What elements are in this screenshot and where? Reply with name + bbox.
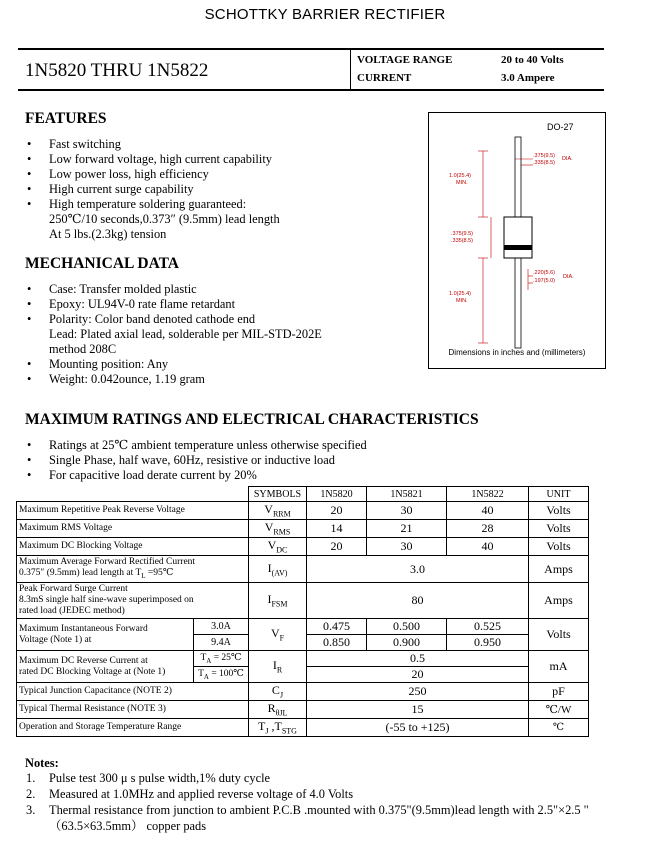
spec-voltage-label: VOLTAGE RANGE xyxy=(357,54,453,66)
mechanical-item: • Epoxy: UL94V-0 rate flame retardant xyxy=(25,297,415,312)
note-item: 3. Thermal resistance from junction to ambient P.C.B .mounted with 0.375"(9.5mm)lead length with 2.5"×2.5 " xyxy=(26,803,589,817)
feature-item: • High temperature soldering guaranteed: xyxy=(25,197,415,212)
value-cell: 0.475 xyxy=(307,619,367,635)
unit-cell: Amps xyxy=(529,556,589,583)
value-cell: 20 xyxy=(307,502,367,520)
value-cell: 0.900 xyxy=(367,635,447,651)
condition-cell: 3.0A xyxy=(194,619,249,635)
symbol-cell: $I_{FSM}$ xyxy=(249,583,307,619)
spec-current-label: CURRENT xyxy=(357,72,412,84)
value-cell: 14 xyxy=(307,520,367,538)
mechanical-heading: MECHANICAL DATA xyxy=(25,255,180,272)
value-cell: 3.0 xyxy=(307,556,529,583)
value-cell: 0.525 xyxy=(447,619,529,635)
features-list xyxy=(25,137,415,242)
unit-cell: mA xyxy=(529,651,589,683)
value-cell: 0.950 xyxy=(447,635,529,651)
table-row xyxy=(17,701,589,719)
feature-item: • Fast switching xyxy=(25,137,415,152)
mechanical-item-continued: method 208C xyxy=(49,342,117,356)
unit-cell: Volts xyxy=(529,502,589,520)
value-cell: 0.500 xyxy=(367,619,447,635)
lead-dia-dimension-max: .375(9.5) xyxy=(533,153,556,159)
table-row xyxy=(17,683,589,701)
param-label: Maximum Repetitive Peak Reverse Voltage xyxy=(17,502,249,520)
table-header-row xyxy=(17,487,589,502)
param-label: Maximum DC Blocking Voltage xyxy=(17,538,249,556)
unit-cell: Volts xyxy=(529,619,589,651)
feature-item: • Low forward voltage, high current capability xyxy=(25,152,415,167)
value-cell: 20 xyxy=(307,667,529,683)
param-label: Operation and Storage Temperature Range xyxy=(17,719,249,737)
symbol-cell: $V_{RMS}$ xyxy=(249,520,307,538)
body-dia-dimension-max: .220(5.6) xyxy=(533,270,556,276)
unit-cell: ℃/W xyxy=(529,701,589,719)
table-row xyxy=(17,719,589,737)
notes-title: Notes: xyxy=(25,756,59,770)
table-row xyxy=(17,583,589,619)
mechanical-item: • Case: Transfer molded plastic xyxy=(25,282,415,297)
value-cell: 0.850 xyxy=(307,635,367,651)
page-title: SCHOTTKY BARRIER RECTIFIER xyxy=(204,6,446,23)
unit-cell: Volts xyxy=(529,520,589,538)
value-cell: 250 xyxy=(307,683,529,701)
value-cell: 30 xyxy=(367,538,447,556)
part-number-title: 1N5820 THRU 1N5822 xyxy=(25,60,209,81)
spec-current-value: 3.0 Ampere xyxy=(501,72,555,84)
ratings-condition-item: • For capacitive load derate current by 20% xyxy=(25,468,585,483)
symbol-cell: $C_J$ xyxy=(249,683,307,701)
param-label: Maximum RMS Voltage xyxy=(17,520,249,538)
note-item: 1. Pulse test 300 μ s pulse width,1% duty cycle xyxy=(26,771,271,785)
header-rule-bottom xyxy=(18,89,604,91)
param-label: Typical Thermal Resistance (NOTE 3) xyxy=(17,701,249,719)
top-lead-length-min: MIN. xyxy=(456,180,468,186)
lead-dia-dimension-min: .335(8.5) xyxy=(533,160,556,166)
features-heading: FEATURES xyxy=(25,110,107,127)
value-cell: 21 xyxy=(367,520,447,538)
value-cell: 30 xyxy=(367,502,447,520)
unit-cell: pF xyxy=(529,683,589,701)
feature-item: • High current surge capability xyxy=(25,182,415,197)
symbol-cell: $V_{DC}$ xyxy=(249,538,307,556)
note-item: 2. Measured at 1.0MHz and applied reverse voltage of 4.0 Volts xyxy=(26,787,354,801)
param-label: Maximum Average Forward Rectified Current 0.375″ (9.5mm) lead length at $T_L$ =95℃ xyxy=(17,556,249,583)
mechanical-item: • Weight: 0.042ounce, 1.19 gram xyxy=(25,372,415,387)
ratings-heading: MAXIMUM RATINGS AND ELECTRICAL CHARACTERISTICS xyxy=(25,411,479,428)
condition-cell: $T_A$ = 25℃ xyxy=(194,651,249,667)
body-length-dimension-min: .335(8.5) xyxy=(451,238,474,244)
column-header: 1N5822 xyxy=(447,487,529,502)
symbol-cell: $T_J$ $,T_{STG}$ xyxy=(249,719,307,737)
value-cell: 28 xyxy=(447,520,529,538)
value-cell: 0.5 xyxy=(307,651,529,667)
header-blank xyxy=(17,487,249,502)
feature-item-continued: 250℃/10 seconds,0.373″ (9.5mm) lead length xyxy=(49,212,280,226)
column-header: SYMBOLS xyxy=(249,487,307,502)
param-label: Maximum DC Reverse Current at rated DC Blocking Voltage at (Note 1) xyxy=(17,651,194,683)
header-rule-top xyxy=(18,48,604,50)
condition-cell: $T_A$ = 100℃ xyxy=(194,667,249,683)
symbol-cell: $V_F$ xyxy=(249,619,307,651)
ratings-table xyxy=(16,486,589,737)
table-row xyxy=(17,556,589,583)
table-row xyxy=(17,502,589,520)
ratings-condition-item: • Single Phase, half wave, 60Hz, resistive or inductive load xyxy=(25,453,585,468)
table-row xyxy=(17,520,589,538)
top-lead-length-value: 1.0(25.4) xyxy=(449,173,472,179)
column-header: 1N5821 xyxy=(367,487,447,502)
title-separator xyxy=(350,50,351,90)
table-row xyxy=(17,651,589,667)
mechanical-item: • Polarity: Color band denoted cathode end xyxy=(25,312,415,327)
package-name: DO-27 xyxy=(547,122,574,132)
value-cell: 20 xyxy=(307,538,367,556)
package-drawing-box xyxy=(428,112,606,369)
mechanical-item: • Mounting position: Any xyxy=(25,357,415,372)
symbol-cell: $R_{\theta JL}$ xyxy=(249,701,307,719)
note-item-continued: （63.5×63.5mm） copper pads xyxy=(49,819,207,833)
value-cell: (-55 to +125) xyxy=(307,719,529,737)
spec-voltage-value: 20 to 40 Volts xyxy=(501,54,564,66)
dimensions-caption: Dimensions in inches and (millimeters) xyxy=(448,348,586,357)
ratings-conditions xyxy=(25,438,585,483)
value-cell: 80 xyxy=(307,583,529,619)
column-header: 1N5820 xyxy=(307,487,367,502)
mechanical-list xyxy=(25,282,415,387)
ratings-condition-item: • Ratings at 25℃ ambient temperature unless otherwise specified xyxy=(25,438,585,453)
table-row xyxy=(17,538,589,556)
symbol-cell: $V_{RRM}$ xyxy=(249,502,307,520)
body-dia-dimension-min: .197(5.0) xyxy=(533,278,556,284)
lead-dia-label: DIA. xyxy=(562,156,573,162)
value-cell: 40 xyxy=(447,502,529,520)
body-dia-label: DIA. xyxy=(563,274,574,280)
symbol-cell: $I_R$ xyxy=(249,651,307,683)
notes-list xyxy=(25,770,645,834)
value-cell: 40 xyxy=(447,538,529,556)
unit-cell: Volts xyxy=(529,538,589,556)
symbol-cell: $I_{(AV)}$ xyxy=(249,556,307,583)
column-header: UNIT xyxy=(529,487,589,502)
bottom-lead-length-value: 1.0(25.4) xyxy=(449,291,472,297)
table-row xyxy=(17,619,589,635)
value-cell: 15 xyxy=(307,701,529,719)
unit-cell: Amps xyxy=(529,583,589,619)
param-label: Peak Forward Surge Current 8.3mS single half sine-wave superimposed on rated load (JEDEC method) xyxy=(17,583,249,619)
feature-item: • Low power loss, high efficiency xyxy=(25,167,415,182)
unit-cell: ℃ xyxy=(529,719,589,737)
condition-cell: 9.4A xyxy=(194,635,249,651)
bottom-lead-length-min: MIN. xyxy=(456,298,468,304)
body-length-dimension-max: .375(9.5) xyxy=(451,231,474,237)
param-label: Typical Junction Capacitance (NOTE 2) xyxy=(17,683,249,701)
param-label: Maximum Instantaneous Forward Voltage (Note 1) at xyxy=(17,619,194,651)
feature-item-continued: At 5 lbs.(2.3kg) tension xyxy=(49,227,167,241)
mechanical-item-continued: Lead: Plated axial lead, solderable per MIL-STD-202E xyxy=(49,327,322,341)
